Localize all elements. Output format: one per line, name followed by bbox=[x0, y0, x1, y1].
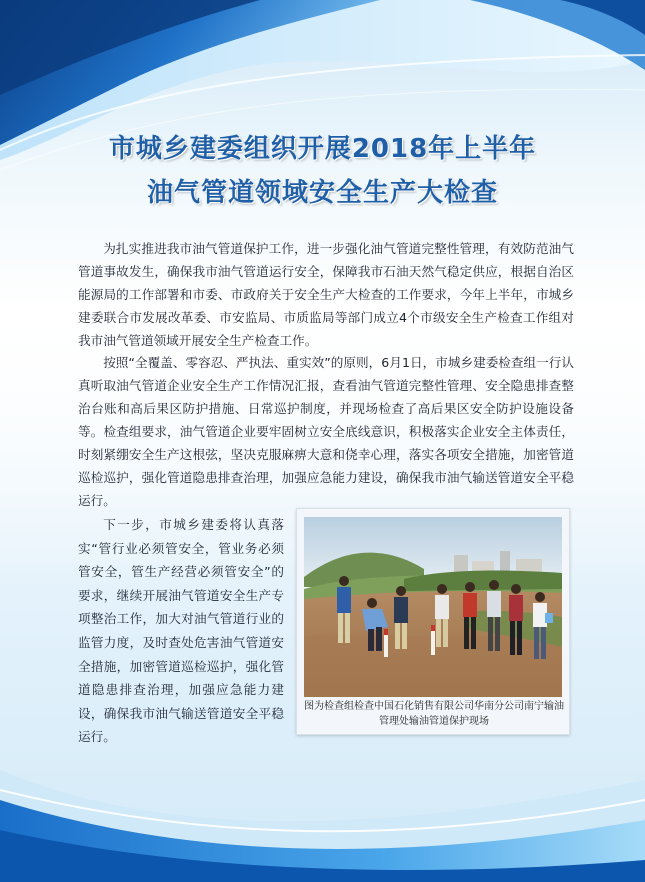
title-line-2: 油气管道领域安全生产大检查 bbox=[146, 178, 498, 208]
photo-caption: 图为检查组检查中国石化销售有限公司华南分公司南宁输油管理处输油管道保护现场 bbox=[304, 701, 564, 727]
inspection-scene-illustration bbox=[304, 517, 562, 697]
photo-card bbox=[296, 508, 570, 735]
paragraph-3: 下一步，市城乡建委将认真落实“管行业必须管安全，管业务必须管安全，管生产经营必须管安全”的要求，继续开展油气管道安全生产专项整治工作，加大对油气管道行业的监管力度，及时查处危害油气管道安全措施，加密管道巡检巡护，强化管道隐患排查治理，加强应急能力建设，确保我市油气输送管道安全平稳运行。 bbox=[78, 517, 284, 745]
title-line-1: 市城乡建委组织开展2018年上半年 bbox=[108, 134, 537, 164]
inspection-photo bbox=[304, 517, 562, 697]
paragraph-2: 按照“全覆盖、零容忍、严执法、重实效”的原则，6月1日，市城乡建委检查组一行认真听取油气管道企业安全生产工作情况汇报，查看油气管道完整性管理、安全隐患排查整治台账和高后果区防护措施、日常巡护制度，并现场检查了高后果区安全防护设施设备等。检查组要求，油气管道企业要牢固树立安全底线意识，积极落实企业安全主体责任，时刻紧绷安全生产这根弦，坚决克服麻痹大意和侥幸心理，落实各项安全措施，加密管道巡检巡护，强化管道隐患排查治理，加强应急能力建设，确保我市油气输送管道安全平稳运行。 bbox=[78, 355, 574, 508]
paragraph-1: 为扎实推进我市油气管道保护工作，进一步强化油气管道完整性管理，有效防范油气管道事故发生，确保我市油气管道运行安全，保障我市石油天然气稳定供应，根据自治区能源局的工作部署和市委、市政府关于安全生产大检查的工作要求，今年上半年，市城乡建委联合市发展改革委、市安监局、市质监局等部门成立4个市级安全生产检查工作组对我市油气管道领域开展安全生产检查工作。 bbox=[78, 241, 574, 348]
